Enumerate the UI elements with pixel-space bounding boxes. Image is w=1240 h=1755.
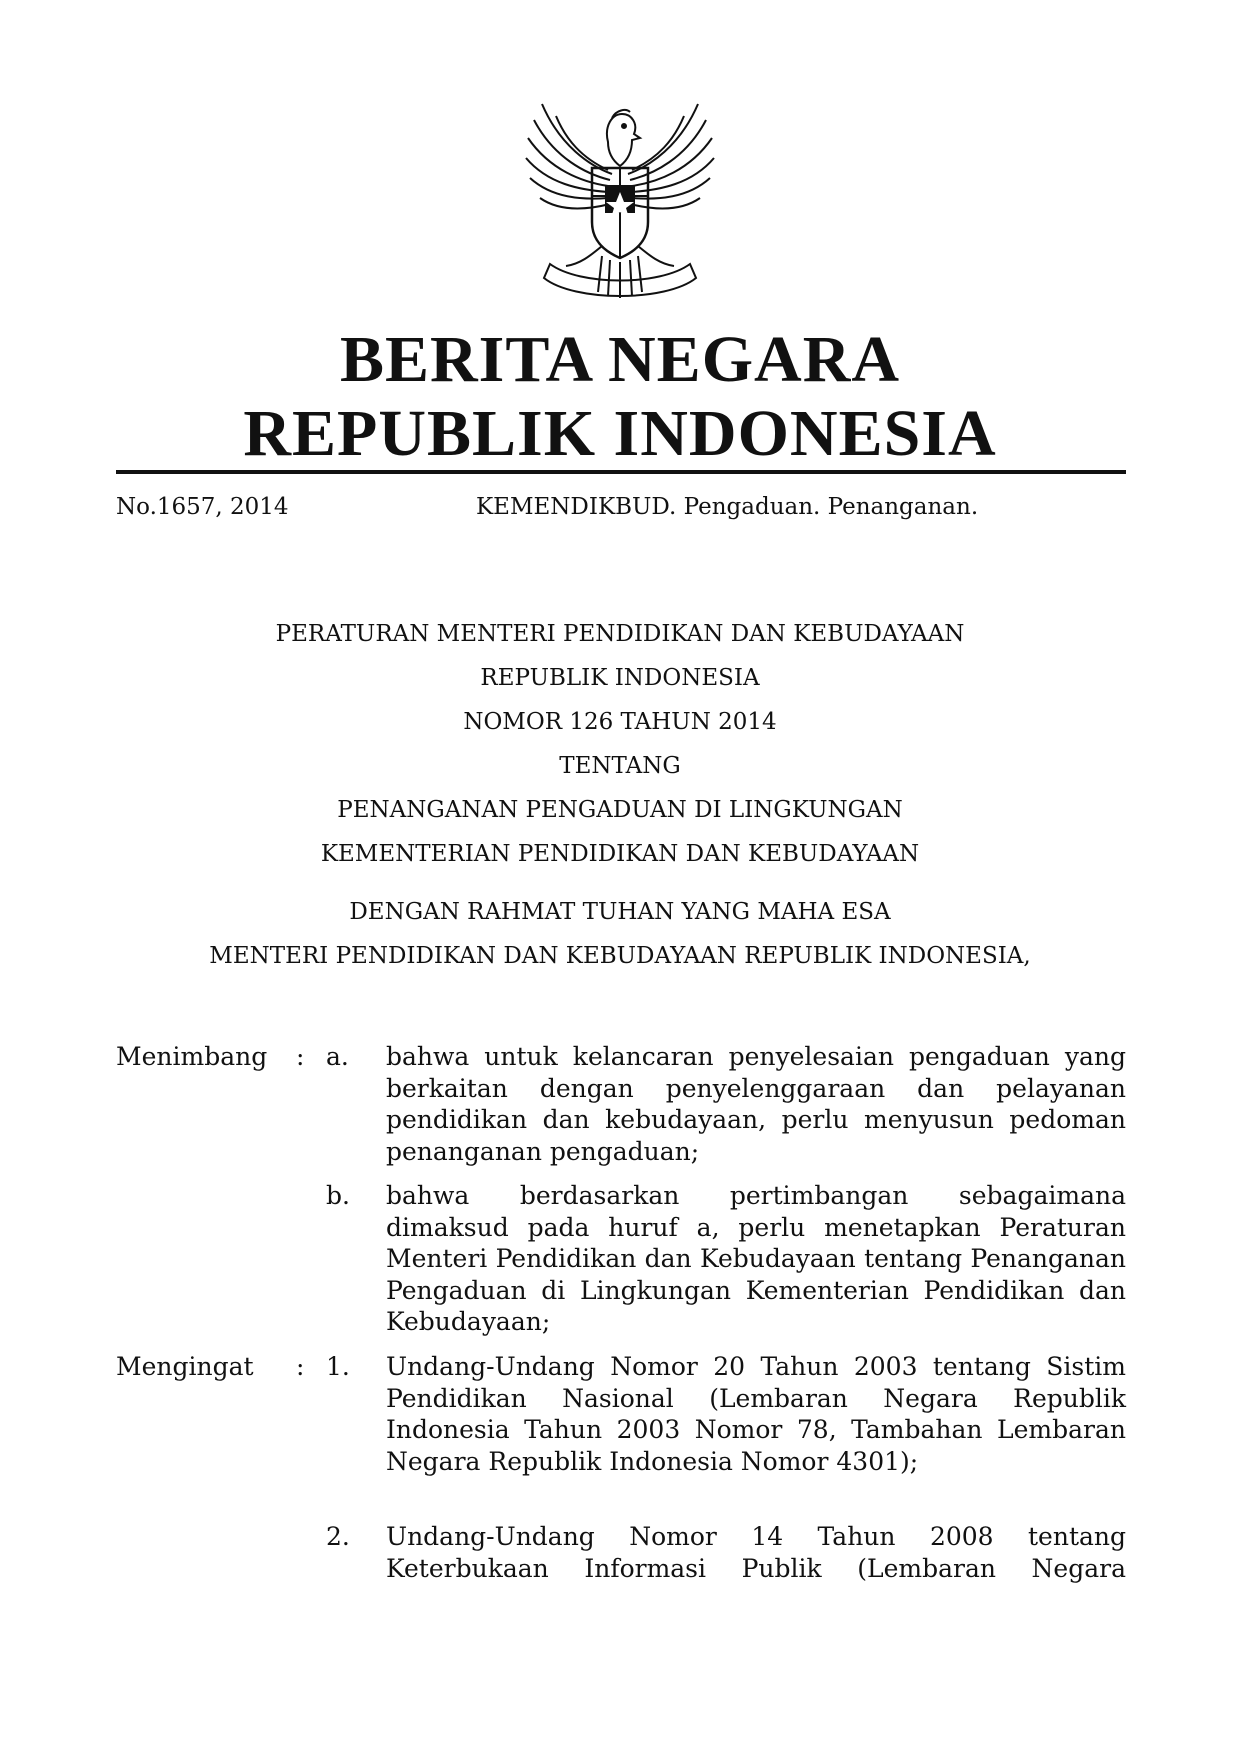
menimbang-label: Menimbang	[116, 1042, 268, 1071]
title-line: KEMENTERIAN PENDIDIKAN DAN KEBUDAYAAN	[320, 841, 920, 867]
menimbang-colon: :	[296, 1042, 305, 1071]
header-divider	[116, 470, 1126, 474]
mengingat-colon: :	[296, 1352, 305, 1381]
list-marker: b.	[326, 1181, 350, 1210]
list-marker: a.	[326, 1042, 349, 1071]
menimbang-item: bahwa berdasarkan pertimbangan sebagaimana dimaksud pada huruf a, perlu menetapkan Peraturan Menteri Pendidikan dan Kebudayaan tentang Penanganan Pengaduan di Lingkungan Kementerian Pendidikan dan Kebudayaan;	[386, 1181, 1126, 1336]
mengingat-label: Mengingat	[116, 1352, 254, 1381]
title-line: PERATURAN MENTERI PENDIDIKAN DAN KEBUDAYAAN	[275, 621, 965, 647]
gazette-number: No.1657, 2014	[116, 494, 289, 520]
title-line: REPUBLIK INDONESIA	[480, 665, 760, 691]
garuda-emblem-icon	[520, 96, 720, 311]
preamble-line: DENGAN RAHMAT TUHAN YANG MAHA ESA	[349, 899, 891, 925]
list-marker: 2.	[326, 1522, 350, 1551]
preamble-line: MENTERI PENDIDIKAN DAN KEBUDAYAAN REPUBLIK INDONESIA,	[209, 943, 1031, 969]
list-marker: 1.	[326, 1352, 350, 1381]
gazette-subject: KEMENDIKBUD. Pengaduan. Penanganan.	[476, 494, 979, 520]
masthead-subtitle: REPUBLIK INDONESIA	[243, 397, 997, 470]
mengingat-item: Undang-Undang Nomor 14 Tahun 2008 tentang Keterbukaan Informasi Publik (Lembaran Negara	[386, 1522, 1126, 1583]
title-line: NOMOR 126 TAHUN 2014	[463, 709, 777, 735]
menimbang-item: bahwa untuk kelancaran penyelesaian pengaduan yang berkaitan dengan penyelenggaraan dan pelayanan pendidikan dan kebudayaan, perlu menyusun pedoman penanganan pengaduan;	[386, 1042, 1126, 1166]
masthead-title: BERITA NEGARA	[339, 323, 901, 396]
title-line: TENTANG	[559, 753, 681, 779]
title-line: PENANGANAN PENGADUAN DI LINGKUNGAN	[337, 797, 903, 823]
mengingat-item: Undang-Undang Nomor 20 Tahun 2003 tentang Sistim Pendidikan Nasional (Lembaran Negara Republik Indonesia Tahun 2003 Nomor 78, Tambahan Lembaran Negara Republik Indonesia Nomor 4301);	[386, 1352, 1126, 1476]
